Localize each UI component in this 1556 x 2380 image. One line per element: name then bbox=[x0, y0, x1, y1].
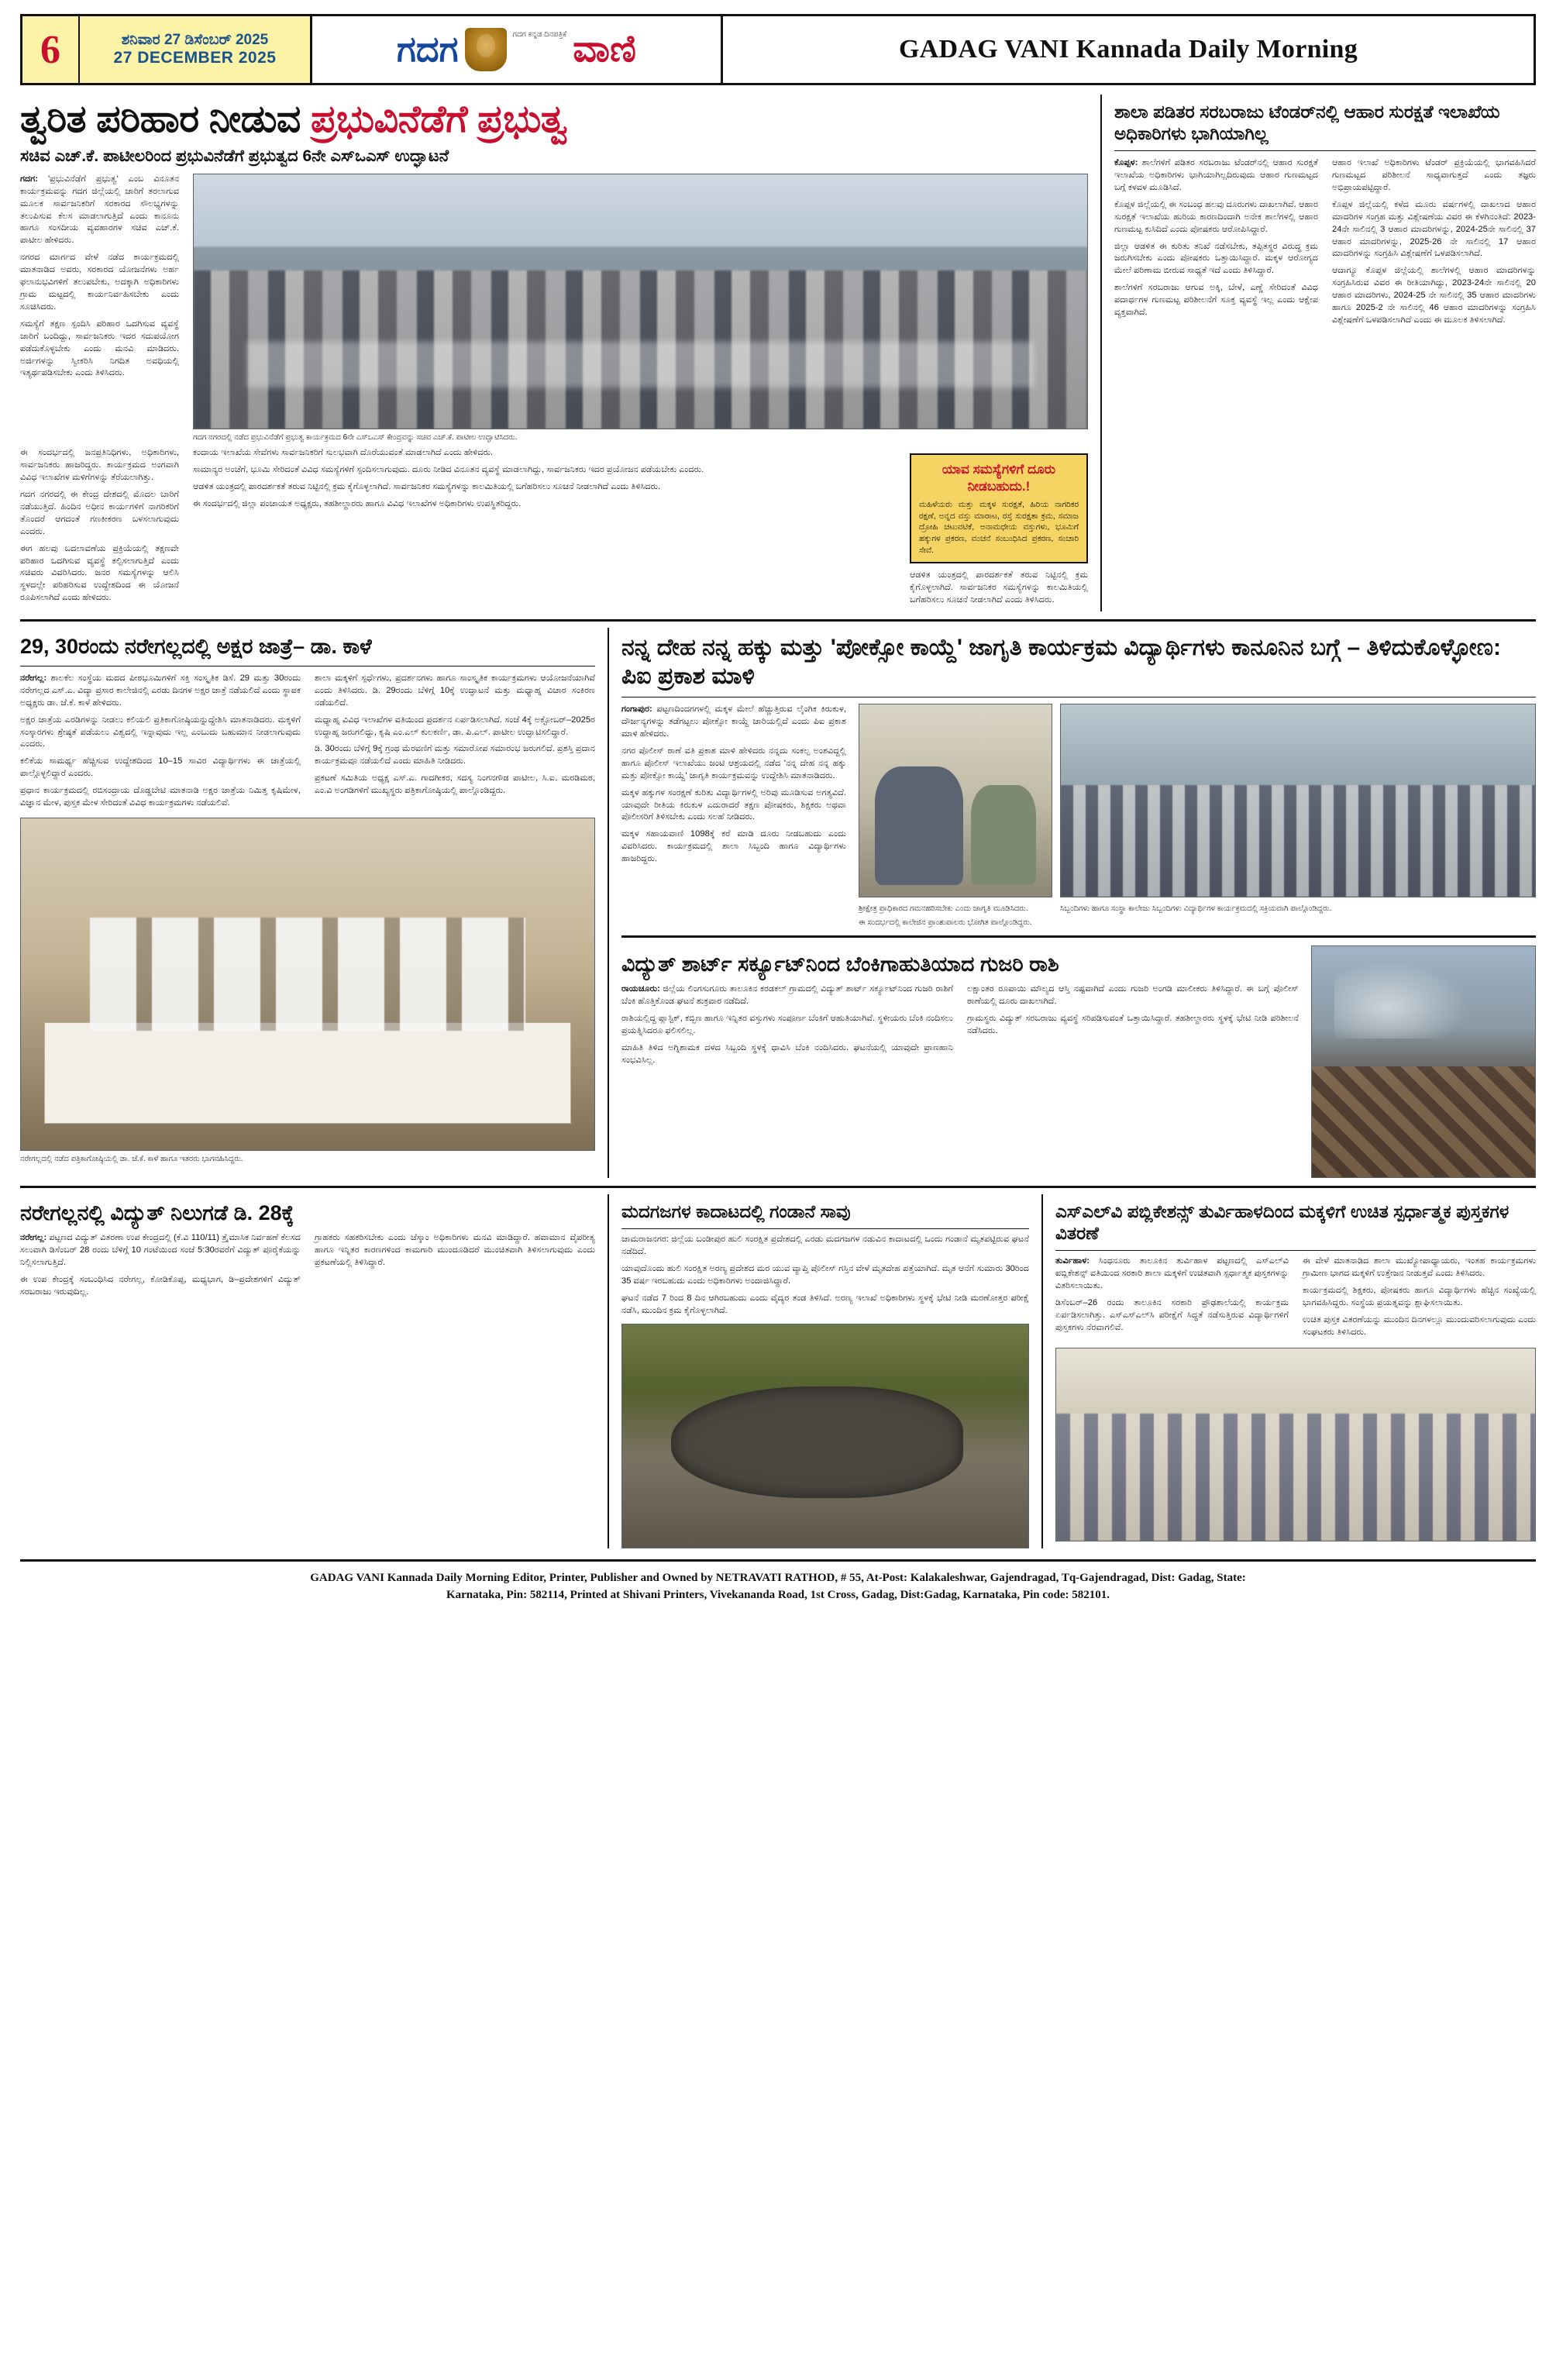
fire-photo bbox=[1311, 945, 1536, 1178]
lead-body-3 bbox=[193, 447, 896, 511]
power-dateline: ನರೇಗಲ್ಲ: bbox=[20, 1233, 47, 1243]
poksho-p1: ನಗರ ಪೊಲೀಸ್ ಠಾಣೆ ವತಿ ಪ್ರಕಾಶ ಮಾಳಿ ಹೇಳಿದರು ನನ್ನದು ಸಂಕಲ್ಪ ಅಂಶವಿದ್ದಲ್ಲಿ ಹಾಗೂ ಪೊಲೀಸ್ ಇಲಾಖೆಯು ಜಂಟಿ ಆಶ್ರಯದಲ್ಲಿ ನಡೆದ 'ನನ್ನ ದೇಹ ನನ್ನ ಹಕ್ಕು ಮತ್ತು ಪೋಕ್ಸೋ ಕಾಯ್ದೆ' ಜಾಗೃತಿ ಕಾರ್ಯಕ್ರಮವನ್ನು ಉದ್ದೇಶಿಸಿ ಮಾತನಾಡಿದರು. bbox=[621, 746, 846, 780]
middle-section bbox=[20, 622, 1536, 1188]
divider bbox=[1114, 150, 1536, 151]
lead-c1: ಸಾಮಾನ್ಯರ ಅಂಚೆಗೆ, ಭೂಮಿ ಸೇರಿದಂತೆ ವಿವಿಧ ಸಮಸ್ಯೆಗಳಿಗೆ ಸ್ಪಂದಿಸಲಾಗುವುದು. ದೂರು ನೀಡಿದ ವಿನೂತನ ವ್ಯವಸ್ಥೆ ಮಾಡಲಾಗಿದ್ದು, ಸಾರ್ವಜನಿಕರು ಇದರ ಪ್ರಯೋಜನ ಪಡೆಯಬೇಕು ಎಂದರು. bbox=[193, 465, 704, 475]
sslc-body bbox=[1055, 1255, 1536, 1341]
infobox-text: ಮಹಿಳೆಯರು ಮತ್ತು ಮಕ್ಕಳ ಸುರಕ್ಷತೆ, ಹಿರಿಯ ನಾಗರಿಕರ ರಕ್ಷಣೆ, ಅನ್ನದ ವಸ್ತು ಮಾರಾಟ, ರಸ್ತೆ ಸುರಕ್ಷತಾ ಕ್ರಮ, ಸಮಾಜ ದ್ರೋಹಿ ಚಟುವಟಿಕೆ, ಅನಾಮಧೇಯ ವಸ್ತುಗಳು, ಭೂಮಿಗೆ ಹಕ್ಕುಗಳ ಪ್ರಕರಣ, ವಂಚನೆ ಸಂಬಂಧಿಸಿದ ಪ್ರಕರಣ, ಸಂಚಾರಿ ಸೇವೆ. bbox=[919, 499, 1079, 555]
lead-extra-p: ಆಡಳಿತ ಯಂತ್ರದಲ್ಲಿ ಪಾರದರ್ಶಕತೆ ತರುವ ನಿಟ್ಟಿನಲ್ಲಿ ಕ್ರಮ ಕೈಗೊಳ್ಳಲಾಗಿದೆ. ಸಾರ್ವಜನಿಕರ ಸಮಸ್ಯೆಗಳನ್ನು ಕಾಲಮಿತಿಯಲ್ಲಿ ಬಗೆಹರಿಸಲು ಸೂಚನೆ ನೀಡಲಾಗಿದೆ ಎಂದು ತಿಳಿಸಿದರು. bbox=[910, 570, 1088, 605]
poksho-caption-left: ಶ್ರೀಕ್ಷೇತ್ರ ಪ್ರಾಧಿಕಾರದ ಗಮನಹರಿಸಬೇಕು ಎಂದು ಜಾಗೃತಿ ಮೂಡಿಸಿದರು. bbox=[859, 904, 1028, 914]
right-top-dateline: ಕೊಪ್ಪಳ: bbox=[1114, 158, 1138, 168]
masthead-title-english: GADAG VANI Kannada Daily Morning bbox=[898, 35, 1358, 64]
right-top-p5: ಕೊಪ್ಪಳ ಜಿಲ್ಲೆಯಲ್ಲಿ ಕಳೆದ ಮೂರು ವರ್ಷಗಳಲ್ಲಿ ದಾಖಲಾದ ಆಹಾರ ಮಾದರಿಗಳ ಸಂಗ್ರಹ ಮತ್ತು ವಿಶ್ಲೇಷಣೆಯ ವಿವರ ಈ ಕೆಳಗಿನಂತಿದೆ: 2023-24ನೇ ಸಾಲಿನಲ್ಲಿ 3 ಆಹಾರ ಮಾದರಿಗಳನ್ನು, 2024-25ನೇ ಸಾಲಿನಲ್ಲಿ 37 ಆಹಾರ ಮಾದರಿಗಳನ್ನು, 2025-26 ನೇ ಸಾಲಿನಲ್ಲಿ 17 ಆಹಾರ ಮಾದರಿಗಳನ್ನು ಸಂಗ್ರಹಿಸಿ ವಿಶ್ಲೇಷಣೆಗೆ ಒಳಪಡಿಸಲಾಗಿದೆ. bbox=[1332, 199, 1536, 259]
poksho-caption-row bbox=[859, 901, 1536, 914]
divider bbox=[621, 1228, 1029, 1229]
power-p2: ಗ್ರಾಹಕರು ಸಹಕರಿಸಬೇಕು ಎಂದು ಜೆಸ್ಕಾಂ ಅಧಿಕಾರಿಗಳು ಮನವಿ ಮಾಡಿದ್ದಾರೆ. ಹವಾಮಾನ ವೈಪರೀತ್ಯ ಹಾಗೂ ಇನ್ನಿತರ ಕಾರಣಗಳಿಂದ ಕಾಮಗಾರಿ ಮುಂದೂಡಿದರೆ ಮುಂಚಿತವಾಗಿ ತಿಳಿಸಲಾಗುವುದು ಎಂದು ಪ್ರಕಟಣೆಯಲ್ಲಿ ತಿಳಿಸಿದ್ದಾರೆ. bbox=[315, 1233, 595, 1267]
elephant-body bbox=[621, 1234, 1029, 1317]
sslc-photo bbox=[1055, 1348, 1536, 1541]
elephant-headline: ಮದಗಜಗಳ ಕಾದಾಟದಲ್ಲಿ ಗಂಡಾನೆ ಸಾವು bbox=[621, 1201, 851, 1222]
lead-bottom-grid bbox=[20, 447, 1088, 611]
power-p0: ಪಟ್ಟಣದ ವಿದ್ಯುತ್ ವಿತರಣಾ ಉಪ ಕೇಂದ್ರದಲ್ಲಿ (ಕೆ.ವಿ 110/11) ತ್ರೈಮಾಸಿಕ ನಿರ್ವಹಣೆ ಕೆಲಸದ ಸಲುವಾಗಿ ಡಿಸೆಂಬರ್ 28 ರಂದು ಬೆಳಿಗ್ಗೆ 10 ಗಂಟೆಯಿಂದ ಸಂಜೆ 5:30ರವರೆಗೆ ವಿದ್ಯುತ್ ಪೂರೈಕೆಯನ್ನು ನಿಲ್ಲಿಸಲಾಗುತ್ತಿದೆ. bbox=[20, 1233, 301, 1267]
power-headline: ನರೇಗಲ್ಲನಲ್ಲಿ ವಿದ್ಯುತ್ ನಿಲುಗಡೆ ಡಿ. 28ಕ್ಕೆ bbox=[20, 1201, 294, 1225]
power-body bbox=[20, 1232, 595, 1299]
elephant-photo bbox=[621, 1324, 1029, 1548]
right-top-body bbox=[1114, 157, 1536, 328]
poksho-photo-officer bbox=[859, 704, 1052, 897]
shortcircuit-body bbox=[621, 983, 1299, 1066]
poksho-photo-row bbox=[859, 704, 1536, 897]
akshara-p0: ಶಾಲಕೆಲ ಸಂಸ್ಥೆಯ ಮದದ ಪೀಠಭೂಮಿಗಳಿಗೆ ಸಕ್ತಿ ಸಂಸ್ಕೃತಿಕ ಡಿಸೆ. 29 ಮತ್ತು 30ರಂದು ನರೇಗಲ್ಲದ ಎಸ್.ಎ. ವಿದ್ಯಾ ಪ್ರಸಾರ ಕಾಲೇಜಿನಲ್ಲಿ ಎರಡು ದಿನಗಳ ಅಕ್ಷರ ಜಾತ್ರೆ ನಡೆಯಲಿದೆ ಎಂದು ಸ್ಥಾಪಕ ಅಧ್ಯಕ್ಷರು ಡಾ. ಜೆ.ಕೆ. ಕಾಳೆ ಹೇಳಿದರು. bbox=[20, 673, 301, 708]
akshara-p4: ಶಾಲಾ ಮಕ್ಕಳಿಗೆ ಸ್ಪರ್ಧೆಗಳು, ಪ್ರದರ್ಶನಗಳು ಹಾಗೂ ಸಾಂಸ್ಕೃತಿಕ ಕಾರ್ಯಕ್ರಮಗಳು ಆಯೋಜನೆಯಾಗಿವೆ ಎಂದು ತಿಳಿಸಿದರು. ಡಿ. 29ರಂದು ಬೆಳಿಗ್ಗೆ 10ಕ್ಕೆ ಉದ್ಘಾಟನೆ ಮತ್ತು ಮಧ್ಯಾಹ್ನ ವಿಚಾರ ಸಂಕಿರಣ ನಡೆಯಲಿದೆ. bbox=[315, 673, 595, 708]
lead-photo-col bbox=[193, 174, 1088, 443]
power-article bbox=[20, 1194, 609, 1548]
poksho-p3: ಮಕ್ಕಳ ಸಹಾಯವಾಣಿ 1098ಕ್ಕೆ ಕರೆ ಮಾಡಿ ದೂರು ನೀಡಬಹುದು ಎಂದು ವಿವರಿಸಿದರು. ಕಾರ್ಯಕ್ರಮದಲ್ಲಿ ಶಾಲಾ ಸಿಬ್ಬಂದಿ ಹಾಗೂ ವಿದ್ಯಾರ್ಥಿಗಳು ಹಾಜರಿದ್ದರು. bbox=[621, 829, 846, 864]
akshara-p1: ಅಕ್ಷರ ಜಾತ್ರೆಯ ಎರಡಿಗಳನ್ನು ನೀಡಲು ಕಲಿಯಲಿ ಪ್ರತಿಕಾಗೋಷ್ಠಿಯನ್ನುದ್ದೇಶಿಸಿ ಮಾತನಾಡಿದರು. ಮಕ್ಕಳಿಗೆ ಸಂಸ್ಕಾರಗಳು ಶ್ರೇಷ್ಠತೆ ಪಡೆಯಲು ವಿಶ್ವದಲ್ಲಿ ಇನ್ನಾವುದು ಇಲ್ಲ ಎಂಬುದು ಬಹುಮಾನ ನೀಡಲಾಗುವುದು ಎಂದರು. bbox=[20, 715, 301, 749]
lead-p3: ಈ ಸಂದರ್ಭದಲ್ಲಿ ಜನಪ್ರತಿನಿಧಿಗಳು, ಅಧಿಕಾರಿಗಳು, ಸಾರ್ವಜನಿಕರು ಹಾಜರಿದ್ದರು. ಕಾರ್ಯಕ್ರಮದ ಅಂಗವಾಗಿ ವಿವಿಧ ಇಲಾಖೆಗಳ ಮಳಿಗೆಗಳನ್ನು ತೆರೆಯಲಾಗಿತ್ತು. bbox=[20, 448, 179, 483]
poksho-grid bbox=[621, 704, 1536, 928]
poksho-text-col bbox=[621, 704, 846, 928]
sslc-article bbox=[1043, 1194, 1536, 1548]
sslc-dateline: ತುರ್ವಿಹಾಳ: bbox=[1055, 1256, 1090, 1266]
footer-line-1: GADAG VANI Kannada Daily Morning Editor, Printer, Publisher and Owned by NETRAVATI RATHOD, # 55, At-Post: Kalakaleshwar, Gajendragad, Tq-Gajendragad, Dist: Gadag, State: bbox=[310, 1571, 1246, 1584]
shortcircuit-grid bbox=[621, 945, 1536, 1178]
lead-subhead: ಸಚಿವ ಎಚ್.ಕೆ. ಪಾಟೀಲರಿಂದ ಪ್ರಭುವಿನೆಡೆಗೆ ಪ್ರಭುತ್ವದ 6ನೇ ಎಸ್‌ಒಎಸ್ ಉದ್ಘಾಟನೆ bbox=[20, 146, 449, 165]
right-top-p2: ಜಿಲ್ಲಾ ಆಡಳಿತ ಈ ಕುರಿತು ತನಿಖೆ ನಡೆಸಬೇಕು, ತಪ್ಪಿತಸ್ಥರ ವಿರುದ್ಧ ಕ್ರಮ ಜರುಗಿಸಬೇಕು ಎಂದು ಪೋಷಕರು ಒತ್ತಾಯಿಸಿದ್ದಾರೆ. ಮಕ್ಕಳ ಆರೋಗ್ಯದ ಮೇಲೆ ಪರಿಣಾಮ ಬೀರುವ ಸಾಧ್ಯತೆ ಇದೆ ಎಂದು ತಿಳಿಸಿದ್ದಾರೆ. bbox=[1114, 241, 1318, 276]
lead-infobox-extra bbox=[910, 570, 1088, 607]
logo-subtag: ಗದಗ ಕನ್ನಡ ದಿನಪತ್ರಿಕೆ bbox=[512, 30, 567, 39]
footer-imprint bbox=[20, 1559, 1536, 1604]
lead-body-1 bbox=[20, 174, 179, 381]
right-top-headline: ಶಾಲಾ ಪಡಿತರ ಸರಬರಾಜು ಟೆಂಡರ್‌ನಲ್ಲಿ ಆಹಾರ ಸುರಕ್ಷತೆ ಇಲಾಖೆಯ ಅಧಿಕಾರಿಗಳು ಭಾಗಿಯಾಗಿಲ್ಲ bbox=[1114, 102, 1500, 144]
shortcircuit-p1: ರಾಶಿಯಲ್ಲಿದ್ದ ಪ್ಲಾಸ್ಟಿಕ್, ಕಬ್ಬಿಣ ಹಾಗೂ ಇನ್ನಿತರ ವಸ್ತುಗಳು ಸಂಪೂರ್ಣ ಬೆಂಕಿಗೆ ಆಹುತಿಯಾಗಿವೆ. ಸ್ಥಳೀಯರು ಬೆಂಕಿ ನಂದಿಸಲು ಪ್ರಯತ್ನಿಸಿದರೂ ಫಲಿಸಲಿಲ್ಲ. bbox=[621, 1013, 953, 1035]
logo-kannada-right: ವಾಣಿ bbox=[573, 29, 636, 70]
shortcircuit-p4: ಗ್ರಾಮಸ್ಥರು ವಿದ್ಯುತ್ ಸರಬರಾಜು ವ್ಯವಸ್ಥೆ ಸರಿಪಡಿಸುವಂತೆ ಒತ್ತಾಯಿಸಿದ್ದಾರೆ. ತಹಶೀಲ್ದಾರರು ಸ್ಥಳಕ್ಕೆ ಭೇಟಿ ನೀಡಿ ಪರಿಶೀಲನೆ ನಡೆಸಿದರು. bbox=[967, 1013, 1299, 1035]
lion-emblem-icon bbox=[465, 28, 507, 71]
sslc-p2: ಈ ವೇಳೆ ಮಾತನಾಡಿದ ಶಾಲಾ ಮುಖ್ಯೋಪಾಧ್ಯಾಯರು, ಇಂತಹ ಕಾರ್ಯಕ್ರಮಗಳು ಗ್ರಾಮೀಣ ಭಾಗದ ಮಕ್ಕಳಿಗೆ ಉತ್ತೇಜನ ನೀಡುತ್ತವೆ ಎಂದು ತಿಳಿಸಿದರು. bbox=[1303, 1256, 1536, 1279]
lead-p4: ಗದಗ ನಗರದಲ್ಲಿ ಈ ಕೇಂದ್ರ ದೇಶದಲ್ಲಿ ಮೊದಲ ಬಾರಿಗೆ ನಡೆಯುತ್ತಿದೆ. ಹಿಂದಿನ ಅಧೀನ ಕಾರ್ಯಗಳಿಗೆ ನಾಗರಿಕರಿಗೆ ತೊಂದರೆ ಆಗದಂತೆ ಗಣಕೀಕರಣ ಬಳಸಲಾಗುವುದು ಎಂದರು. bbox=[20, 490, 179, 536]
masthead bbox=[20, 14, 1536, 85]
shortcircuit-photo-col bbox=[1311, 945, 1536, 1178]
lead-photo-caption: ಗದಗ ನಗರದಲ್ಲಿ ನಡೆದ ಪ್ರಭುವಿನೆಡೆಗೆ ಪ್ರಭುತ್ವ ಕಾರ್ಯಕ್ರಮದ 6ನೇ ಎಸ್‌ಒಎಸ್ ಕೇಂದ್ರವನ್ನು ಸಚಿವ ಎಚ್.ಕೆ. ಪಾಟೀಲ ಉದ್ಘಾಟಿಸಿದರು. bbox=[193, 432, 518, 442]
poksho-article bbox=[609, 628, 1536, 1178]
lead-p1: ನಗರದ ಮಾರ್ಗದ ವೇಳೆ ನಡೆದ ಕಾರ್ಯಕ್ರಮದಲ್ಲಿ ಮಾತನಾಡಿದ ಅವರು, ಸರಕಾರದ ಯೋಜನೆಗಳು ಅರ್ಹ ಫಲಾನುಭವಿಗಳಿಗೆ ತಲುಪಬೇಕು, ಅದಕ್ಕಾಗಿ ಅಧಿಕಾರಿಗಳು ಗ್ರಾಮ ಮಟ್ಟದಲ್ಲಿ ಕಾರ್ಯನಿರ್ವಹಿಸಬೇಕು ಎಂದು ಸೂಚಿಸಿದರು. bbox=[20, 253, 179, 312]
shortcircuit-text-col bbox=[621, 945, 1299, 1178]
sslc-p1: ಡಿಸೆಂಬರ್–26 ರಂದು ತಾಲೂಕಿನ ಸರಕಾರಿ ಪ್ರೌಢಶಾಲೆಯಲ್ಲಿ ಕಾರ್ಯಕ್ರಮ ಏರ್ಪಡಿಸಲಾಗಿತ್ತು. ಎಸ್‌ಎಸ್‌ಎಲ್‌ಸಿ ಪರೀಕ್ಷೆಗೆ ಸಿದ್ಧತೆ ನಡೆಸುತ್ತಿರುವ ವಿದ್ಯಾರ್ಥಿಗಳಿಗೆ ಪುಸ್ತಕಗಳು ನೆರವಾಗಲಿವೆ. bbox=[1055, 1297, 1289, 1332]
right-top-p0: ಶಾಲೆಗಳಿಗೆ ಪಡಿತರ ಸರಬರಾಜು ಟೆಂಡರ್‌ನಲ್ಲಿ ಆಹಾರ ಸುರಕ್ಷತೆ ಇಲಾಖೆಯ ಅಧಿಕಾರಿಗಳು ಭಾಗಿಯಾಗಿಲ್ಲದಿರುವುದು ಆಹಾರ ಗುಣಮಟ್ಟದ ಬಗ್ಗೆ ಕಳವಳ ಮೂಡಿಸಿದೆ. bbox=[1114, 158, 1319, 192]
power-p1: ಈ ಉಪ ಕೇಂದ್ರಕ್ಕೆ ಸಂಬಂಧಿಸಿದ ನರೇಗಲ್ಲ, ಕೋಡಿಕೊಪ್ಪ, ಮಧ್ಯಭಾಗ, ಡಿ–ಪ್ರದೇಶಗಳಿಗೆ ವಿದ್ಯುತ್ ಸರಬರಾಜು ಇರುವುದಿಲ್ಲ. bbox=[20, 1274, 301, 1297]
lead-p5: ಈಗ ಹಲವು ಬದಲಾವಣೆಯ ಪ್ರಕ್ರಿಯೆಯಲ್ಲಿ ತಕ್ಷಣವೇ ಪರಿಹಾರ ಒದಗಿಸುವ ವ್ಯವಸ್ಥೆ ಕಲ್ಪಿಸಲಾಗುತ್ತಿದೆ ಎಂದು ಸಚಿವರು ವಿವರಿಸಿದರು. ಜನರ ಸಮಸ್ಯೆಗಳನ್ನು ಆಲಿಸಿ ಸ್ಥಳದಲ್ಲೇ ಪರಿಹರಿಸುವ ಉದ್ದೇಶದಿಂದ ಈ ಯೋಜನೆ ರೂಪಿಸಲಾಗಿದೆ ಎಂದು ಹೇಳಿದರು. bbox=[20, 543, 179, 603]
infobox-title: ಯಾವ ಸಮಸ್ಯೆಗಳಿಗೆ ದೂರು ನೀಡಬಹುದು.! bbox=[942, 462, 1056, 494]
akshara-p7: ಪ್ರಕಟಣೆ ಸಮಿತಿಯ ಅಧ್ಯಕ್ಷ ಎಸ್.ಎ. ಗಾದಗೀಕರ, ಸದಸ್ಯ ನಿಂಗನಗೌಡ ಪಾಟೀಲ, ಸಿ.ಐ. ಮರಡಿಮಠ, ಎಂ.ವಿ ಅಂಗಡಿಗಳಿಗೆ ಮುಖ್ಯಸ್ಥರು ಪತ್ರಿಕಾಗೋಷ್ಠಿಯಲ್ಲಿ ಪಾಲ್ಗೊಂಡಿದ್ದರು. bbox=[315, 773, 595, 796]
poksho-dateline: ಗಂಗಾಪುರ: bbox=[621, 704, 652, 715]
right-top-p6: ಆದಾಗ್ಯೂ ಕೊಪ್ಪಳ ಜಿಲ್ಲೆಯಲ್ಲಿ ಶಾಲೆಗಳಲ್ಲಿ ಆಹಾರ ಮಾದರಿಗಳನ್ನು ಸಂಗ್ರಹಿಸಿರುವ ವಿವರ ಈ ರೀತಿಯಾಗಿದ್ದು, 2023-24ನೇ ಸಾಲಿನಲ್ಲಿ 20 ಆಹಾರ ಮಾದರಿಗಳು, 2024-25 ನೇ ಸಾಲಿನಲ್ಲಿ 35 ಆಹಾರ ಮಾದರಿಗಳು ಹಾಗೂ 2025-2 ನೇ ಸಾಲಿನಲ್ಲಿ 46 ಆಹಾರ ಮಾದರಿಗಳನ್ನು ಸಂಗ್ರಹಿಸಿ ವಿಶ್ಲೇಷಣೆಗೆ ಒಳಪಡಿಸಲಾಗಿದೆ ಎಂದು ಈ ಮೂಲಕ ತಿಳಿಸಲಾಗಿದೆ. bbox=[1332, 266, 1536, 325]
press-meet-caption: ನರೇಗಲ್ಲದಲ್ಲಿ ನಡೆದ ಪತ್ರಿಕಾಗೋಷ್ಠಿಯಲ್ಲಿ ಡಾ. ಜೆ.ಕೆ. ಕಾಳೆ ಹಾಗೂ ಇತರರು ಭಾಗವಹಿಸಿದ್ದರು. bbox=[20, 1154, 243, 1163]
lead-headline-red: ಪ್ರಭುವಿನೆಡೆಗೆ ಪ್ರಭುತ್ವ bbox=[311, 98, 568, 140]
elephant-p0: ಚಾಮರಾಜನಗರ: ಜಿಲ್ಲೆಯ ಬಂಡೀಪುರ ಹುಲಿ ಸಂರಕ್ಷಿತ ಪ್ರದೇಶದಲ್ಲಿ ಎರಡು ಮದಗಜಗಳ ನಡುವಿನ ಕಾದಾಟದಲ್ಲಿ ಒಂದು ಗಂಡಾನೆ ಮೃತಪಟ್ಟಿರುವ ಘಟನೆ ನಡೆದಿದೆ. bbox=[621, 1235, 1029, 1257]
elephant-p2: ಘಟನೆ ನಡೆದ 7 ರಿಂದ 8 ದಿನ ಆಗಿರಬಹುದು ಎಂದು ವೈದ್ಯರ ತಂಡ ತಿಳಿಸಿದೆ. ಅರಣ್ಯ ಇಲಾಖೆ ಅಧಿಕಾರಿಗಳು ಸ್ಥಳಕ್ಕೆ ಭೇಟಿ ನೀಡಿ ಮರಣೋತ್ತರ ಪರೀಕ್ಷೆ ನಡೆಸಿ, ಮುಂದಿನ ಕ್ರಮ ಕೈಗೊಳ್ಳಲಾಗಿದೆ. bbox=[621, 1293, 1029, 1315]
sslc-p0: ಸಿಂಧನೂರು ತಾಲೂಕಿನ ತುರ್ವಿಹಾಳ ಪಟ್ಟಣದಲ್ಲಿ ಎಸ್‌ಎಲ್‌ವಿ ಪಬ್ಲಿಕೇಶನ್ಸ್ ವತಿಯಿಂದ ಸರಕಾರಿ ಶಾಲಾ ಮಕ್ಕಳಿಗೆ ಉಚಿತವಾಗಿ ಸ್ಪರ್ಧಾತ್ಮಕ ಪುಸ್ತಕಗಳನ್ನು ವಿತರಿಸಲಾಯಿತು. bbox=[1055, 1256, 1289, 1291]
page-number: 6 bbox=[22, 16, 80, 83]
lead-infobox-col bbox=[910, 447, 1088, 611]
poksho-photo-col bbox=[859, 704, 1536, 928]
akshara-dateline: ನರೇಗಲ್ಲ: bbox=[20, 673, 47, 683]
date-kannada: ಶನಿವಾರ 27 ಡಿಸೆಂಬರ್ 2025 bbox=[121, 32, 269, 48]
poksho-p0: ಪಟ್ಟಣದಿಂದಗಗಳಲ್ಲಿ ಮಕ್ಕಳ ಮೇಲೆ ಹೆಚ್ಚುತ್ತಿರುವ ಲೈಂಗಿಕ ಕಿರುಕುಳ, ದೌರ್ಜನ್ಯಗಳನ್ನು ತಡೆಗಟ್ಟಲು ಪೋಕ್ಸೋ ಕಾಯ್ದೆ ಜಾರಿಯಲ್ಲಿದೆ ಎಂದು ಪಿಐ ಪ್ರಕಾಶ ಮಾಳಿ ಹೇಳಿದರು. bbox=[621, 704, 846, 739]
lead-col-2 bbox=[20, 447, 179, 611]
divider bbox=[1055, 1250, 1536, 1251]
masthead-logo bbox=[312, 16, 723, 83]
date-english: 27 DECEMBER 2025 bbox=[113, 49, 277, 67]
akshara-headline: 29, 30ರಂದು ನರೇಗಲ್ಲದಲ್ಲಿ ಅಕ್ಷರ ಜಾತ್ರೆ– ಡಾ. ಕಾಳೆ bbox=[20, 634, 372, 658]
akshara-p5: ಮಧ್ಯಾಹ್ನ ವಿವಿಧ ಇಲಾಖೆಗಳ ವತಿಯಿಂದ ಪ್ರದರ್ಶನ ಏರ್ಪಡಿಸಲಾಗಿದೆ. ಸಂಜೆ 4ಕ್ಕೆ ಅಕ್ಟೋಬರ್–2025ರ ಉದ್ದಾಹ್ನ ಜರುಗಲಿದ್ದು, ಕೃಷಿ ಎಂ.ಎಲ್ ಕುಲಕರ್ಣಿ, ಡಾ. ಪಿ.ಎಲ್. ಪಾಟೀಲ ಉದ್ಘಾಟಿಸಲಿದ್ದಾರೆ. bbox=[315, 715, 595, 737]
lead-headline bbox=[20, 98, 1088, 143]
elephant-p1: ಯಾವುದೊಂದು ಹುಲಿ ಸಂರಕ್ಷಿತ ಅರಣ್ಯ ಪ್ರದೇಶದ ಮರ ಯುವ ವ್ಯಾಪ್ತಿ ಪೊಲೀಸ್ ಗಸ್ತಿನ ವೇಳೆ ಮೃತದೇಹ ಪತ್ತೆಯಾಗಿದೆ. ಮೃತ ಆನೆಗೆ ಸುಮಾರು 30ರಿಂದ 35 ವರ್ಷ ಇರಬಹುದು ಎಂದು ಅಧಿಕಾರಿಗಳು ಅಂದಾಜಿಸಿದ್ದಾರೆ. bbox=[621, 1264, 1029, 1286]
sslc-headline: ಎಸ್‌ಎಲ್‌ವಿ ಪಬ್ಲಿಕೇಶನ್ಸ್ ತುರ್ವಿಹಾಳದಿಂದ ಮಕ್ಕಳಿಗೆ ಉಚಿತ ಸ್ಪರ್ಧಾತ್ಮಕ ಪುಸ್ತಕಗಳ ವಿತರಣೆ bbox=[1055, 1201, 1510, 1244]
divider bbox=[621, 935, 1536, 938]
poksho-body bbox=[621, 704, 846, 866]
lead-dateline: ಗದಗ: bbox=[20, 174, 39, 184]
lead-p2: ಸಮಸ್ಯೆಗೆ ತಕ್ಷಣ ಸ್ಪಂದಿಸಿ ಪರಿಹಾರ ಒದಗಿಸುವ ವ್ಯವಸ್ಥೆ ಜಾರಿಗೆ ಬಂದಿದ್ದು, ಸಾರ್ವಜನಿಕರು ಇದರ ಸದುಪಯೋಗ ಪಡೆದುಕೊಳ್ಳಬೇಕು ಎಂದು ಮನವಿ ಮಾಡಿದರು. ಅರ್ಜಿಗಳನ್ನು ಸ್ವೀಕರಿಸಿ ನಿಗದಿತ ಅವಧಿಯಲ್ಲಿ ಇತ್ಯರ್ಥಪಡಿಸಬೇಕು ಎಂದು ತಿಳಿಸಿದರು. bbox=[20, 319, 179, 378]
shortcircuit-p3: ಲಕ್ಷಾಂತರ ರೂಪಾಯಿ ಮೌಲ್ಯದ ಆಸ್ತಿ ನಷ್ಟವಾಗಿದೆ ಎಂದು ಗುಜರಿ ಅಂಗಡಿ ಮಾಲೀಕರು ತಿಳಿಸಿದ್ದಾರೆ. ಈ ಬಗ್ಗೆ ಪೊಲೀಸ್ ಠಾಣೆಯಲ್ಲಿ ದೂರು ದಾಖಲಾಗಿದೆ. bbox=[967, 984, 1299, 1006]
press-meet-photo bbox=[20, 818, 595, 1151]
akshara-p6: ಡಿ. 30ರಂದು ಬೆಳಿಗ್ಗೆ 9ಕ್ಕೆ ಗ್ರಂಥ ಮೆರವಣಿಗೆ ಮತ್ತು ಸಮಾರೋಪ ಸಮಾರಂಭ ಜರುಗಲಿದೆ. ಪ್ರಶಸ್ತಿ ಪ್ರದಾನ ಕಾರ್ಯಕ್ರಮವೂ ನಡೆಯಲಿದೆ ಎಂದು ಮಾಹಿತಿ ನೀಡಿದರು. bbox=[315, 744, 595, 766]
elephant-article bbox=[609, 1194, 1043, 1548]
shortcircuit-p2: ಮಾಹಿತಿ ತಿಳಿದ ಅಗ್ನಿಶಾಮಕ ದಳದ ಸಿಬ್ಬಂದಿ ಸ್ಥಳಕ್ಕೆ ಧಾವಿಸಿ ಬೆಂಕಿ ನಂದಿಸಿದರು. ಘಟನೆಯಲ್ಲಿ ಯಾವುದೇ ಪ್ರಾಣಹಾನಿ ಸಂಭವಿಸಿಲ್ಲ. bbox=[621, 1042, 953, 1065]
lead-headline-part1: ತ್ವರಿತ ಪರಿಹಾರ ನೀಡುವ bbox=[20, 98, 311, 140]
akshara-article bbox=[20, 628, 609, 1178]
right-top-article bbox=[1102, 95, 1536, 611]
akshara-body bbox=[20, 673, 595, 810]
poksho-p2: ಮಕ್ಕಳ ಹಕ್ಕುಗಳ ಸಂರಕ್ಷಣೆ ಕುರಿತು ವಿದ್ಯಾರ್ಥಿಗಳಲ್ಲಿ ಅರಿವು ಮೂಡಿಸುವ ಅಗತ್ಯವಿದೆ. ಯಾವುದೇ ರೀತಿಯ ಕಿರುಕುಳ ಎದುರಾದರೆ ತಕ್ಷಣ ಪೋಷಕರು, ಶಿಕ್ಷಕರು ಅಥವಾ ಪೊಲೀಸರಿಗೆ ತಿಳಿಸಬೇಕು ಎಂದು ಸಲಹೆ ನೀಡಿದರು. bbox=[621, 787, 846, 822]
poksho-photo-classroom bbox=[1060, 704, 1536, 897]
sslc-p3: ಕಾರ್ಯಕ್ರಮದಲ್ಲಿ ಶಿಕ್ಷಕರು, ಪೋಷಕರು ಹಾಗೂ ವಿದ್ಯಾರ್ಥಿಗಳು ಹೆಚ್ಚಿನ ಸಂಖ್ಯೆಯಲ್ಲಿ ಭಾಗವಹಿಸಿದ್ದರು. ಸಂಸ್ಥೆಯ ಪ್ರಯತ್ನವನ್ನು ಶ್ಲಾಘಿಸಲಾಯಿತು. bbox=[1303, 1286, 1536, 1307]
logo-kannada-left: ಗದಗ bbox=[397, 29, 459, 69]
shortcircuit-dateline: ರಾಯಚೂರು: bbox=[621, 984, 660, 994]
lead-c3: ಈ ಸಂದರ್ಭದಲ್ಲಿ ಜಿಲ್ಲಾ ಪಂಚಾಯತ ಅಧ್ಯಕ್ಷರು, ತಹಶೀಲ್ದಾರರು ಹಾಗೂ ವಿವಿಧ ಇಲಾಖೆಗಳ ಅಧಿಕಾರಿಗಳು ಉಪಸ್ಥಿತರಿದ್ದರು. bbox=[193, 499, 522, 509]
lead-article bbox=[20, 95, 1102, 611]
infobox-complaints bbox=[910, 453, 1088, 563]
lead-c2: ಆಡಳಿತ ಯಂತ್ರದಲ್ಲಿ ಪಾರದರ್ಶಕತೆ ತರುವ ನಿಟ್ಟಿನಲ್ಲಿ ಕ್ರಮ ಕೈಗೊಳ್ಳಲಾಗಿದೆ. ಸಾರ್ವಜನಿಕರ ಸಮಸ್ಯೆಗಳನ್ನು ಕಾಲಮಿತಿಯಲ್ಲಿ ಬಗೆಹರಿಸಲು ಸೂಚನೆ ನೀಡಲಾಗಿದೆ ಎಂದು ತಿಳಿಸಿದರು. bbox=[193, 482, 661, 492]
lower-section bbox=[20, 1188, 1536, 1548]
top-section bbox=[20, 95, 1536, 622]
masthead-dates bbox=[80, 16, 312, 83]
akshara-p3: ಪ್ರಧಾನ ಕಾರ್ಯಕ್ರಮದಲ್ಲಿ ರಬಿಸಂದ್ರಾಯ ದೊಡ್ಡಬೇಟಿ ಮಾತನಾಡಿ ಅಕ್ಷರ ಜಾತ್ರೆಯ ನಿಮಿತ್ತ ಕೃಷಿಮೇಳ, ವಿಜ್ಞಾನ ಮೇಳ, ಪುಸ್ತಕ ಮೇಳ ಸೇರಿದಂತೆ ವಿವಿಧ ಕಾರ್ಯಕ್ರಮಗಳು ನಡೆಯಲಿವೆ. bbox=[20, 786, 301, 808]
lead-p0: 'ಪ್ರಭುವಿನೆಡೆಗೆ ಪ್ರಭುತ್ವ' ಎಂಬ ವಿನೂತನ ಕಾರ್ಯಕ್ರಮವನ್ನು ಗದಗ ಜಿಲ್ಲೆಯಲ್ಲಿ ಜಾರಿಗೆ ತರಲಾಗುವ ಮೂಲಕ ಸಾರ್ವಜನಿಕರಿಗೆ ಸರಕಾರದ ಸೌಲಭ್ಯಗಳನ್ನು ತಲುಪಿಸುವ ಕೆಲಸ ಮಾಡಲಾಗುತ್ತಿದೆ ಎಂದು ಕಾನೂನು ಹಾಗೂ ಸಂಸದೀಯ ವ್ಯವಹಾರಗಳ ಸಚಿವ ಎಚ್.ಕೆ. ಪಾಟೀಲ ಹೇಳಿದರು. bbox=[20, 174, 179, 246]
poksho-headline: ನನ್ನ ದೇಹ ನನ್ನ ಹಕ್ಕು ಮತ್ತು 'ಪೋಕ್ಸೋ ಕಾಯ್ದೆ' ಜಾಗೃತಿ ಕಾರ್ಯಕ್ರಮ ವಿದ್ಯಾರ್ಥಿಗಳು ಕಾನೂನಿನ ಬಗ್ಗೆ – ತಿಳಿದುಕೊಳ್ಳೋಣ: ಪಿಐ ಪ್ರಕಾಶ ಮಾಳಿ bbox=[621, 634, 1501, 689]
lead-top-grid bbox=[20, 174, 1088, 443]
right-top-p1: ಕೊಪ್ಪಳ ಜಿಲ್ಲೆಯಲ್ಲಿ ಈ ಸಂಬಂಧ ಹಲವು ದೂರುಗಳು ದಾಖಲಾಗಿವೆ. ಆಹಾರ ಸುರಕ್ಷತೆ ಇಲಾಖೆಯ ಹುರಿಯ ಕಾರಣದಿಂದಾಗಿ ಅನೇಕ ಶಾಲೆಗಳಲ್ಲಿ ಆಹಾರ ಗುಣಮಟ್ಟ ಕುಸಿದಿದೆ ಎಂದು ಪೋಷಕರು ಆರೋಪಿಸಿದ್ದಾರೆ. bbox=[1114, 199, 1318, 234]
lead-c0: ಕಂದಾಯ ಇಲಾಖೆಯ ಸೇವೆಗಳು ಸಾರ್ವಜನಿಕರಿಗೆ ಸುಲಭವಾಗಿ ದೊರೆಯುವಂತೆ ಮಾಡಲಾಗಿದೆ ಎಂದು ಹೇಳಿದರು. bbox=[193, 448, 494, 458]
footer-line-2: Karnataka, Pin: 582114, Printed at Shivani Printers, Vivekananda Road, 1st Cross, Gadag, Dist:Gadag, Karnataka, Pin code: 582101. bbox=[446, 1589, 1110, 1602]
akshara-p2: ಕಲಿಕೆಯ ಸಾಮರ್ಥ್ಯ ಹೆಚ್ಚಿಸುವ ಉದ್ದೇಶದಿಂದ 10–15 ಸಾವಿರ ವಿದ್ಯಾರ್ಥಿಗಳು ಈ ಜಾತ್ರೆಯಲ್ಲಿ ಪಾಲ್ಗೊಳ್ಳಲಿದ್ದಾರೆ ಎಂದರು. bbox=[20, 756, 301, 779]
poksho-caption-bottom: ಈ ಸಂದರ್ಭದಲ್ಲಿ ಕಾಲೇಜಿನ ಪ್ರಾಂಶುಪಾಲರು ಭೋಗಿತ ಪಾಲ್ಗೊಂಡಿದ್ದರು. bbox=[859, 918, 1032, 927]
lead-col-1 bbox=[20, 174, 179, 443]
lead-col-3 bbox=[193, 447, 896, 611]
right-top-p4: ಆಹಾರ ಇಲಾಖೆ ಅಧಿಕಾರಿಗಳು ಟೆಂಡರ್ ಪ್ರಕ್ರಿಯೆಯಲ್ಲಿ ಭಾಗವಹಿಸಿದರೆ ಗುಣಮಟ್ಟದ ಪರಿಶೀಲನೆ ಸಾಧ್ಯವಾಗುತ್ತದೆ ಎಂದು ತಜ್ಞರು ಅಭಿಪ್ರಾಯಪಟ್ಟಿದ್ದಾರೆ. bbox=[1332, 158, 1536, 192]
sslc-p4: ಉಚಿತ ಪುಸ್ತಕ ವಿತರಣೆಯನ್ನು ಮುಂದಿನ ದಿನಗಳಲ್ಲೂ ಮುಂದುವರಿಸಲಾಗುವುದು ಎಂದು ಸಂಘಟಕರು ತಿಳಿಸಿದರು. bbox=[1303, 1314, 1536, 1337]
shortcircuit-headline: ವಿದ್ಯುತ್ ಶಾರ್ಟ್ ಸರ್ಕ್ಯೂಟ್‌ನಿಂದ ಬೆಂಕಿಗಾಹುತಿಯಾದ ಗುಜರಿ ರಾಶಿ bbox=[621, 952, 1059, 976]
shortcircuit-p0: ಜಿಲ್ಲೆಯ ಲಿಂಗಸುಗೂರು ತಾಲೂಕಿನ ಕರಡಕಲ್ ಗ್ರಾಮದಲ್ಲಿ ವಿದ್ಯುತ್ ಶಾರ್ಟ್ ಸರ್ಕ್ಯೂಟ್‌ನಿಂದ ಗುಜರಿ ರಾಶಿಗೆ ಬೆಂಕಿ ಹೊತ್ತಿಕೊಂಡ ಘಟನೆ ಶುಕ್ರವಾರ ನಡೆದಿದೆ. bbox=[621, 984, 953, 1006]
lead-body-2 bbox=[20, 447, 179, 604]
lead-photo bbox=[193, 174, 1088, 429]
right-top-p3: ಶಾಲೆಗಳಿಗೆ ಸರಬರಾಜು ಆಗುವ ಅಕ್ಕಿ, ಬೇಳೆ, ಎಣ್ಣೆ ಸೇರಿದಂತೆ ವಿವಿಧ ಪದಾರ್ಥಗಳ ಗುಣಮಟ್ಟ ಪರಿಶೀಲನೆಗೆ ಸೂಕ್ತ ವ್ಯವಸ್ಥೆ ಇಲ್ಲ ಎಂದು ಆಕ್ಷೇಪ ವ್ಯಕ್ತವಾಗಿದೆ. bbox=[1114, 283, 1318, 318]
poksho-caption-right: ಸಿಬ್ಬಂದಿಗಳು ಹಾಗೂ ಸಂಸ್ಥಾ ಕಾಲೇಜು ಸಿಬ್ಬಂದಿಗಳು ವಿದ್ಯಾರ್ಥಿಗಳ ಕಾರ್ಯಕ್ರಮದಲ್ಲಿ ಸಕ್ರಿಯವಾಗಿ ಪಾಲ್ಗೊಂಡಿದ್ದರು. bbox=[1060, 904, 1332, 914]
